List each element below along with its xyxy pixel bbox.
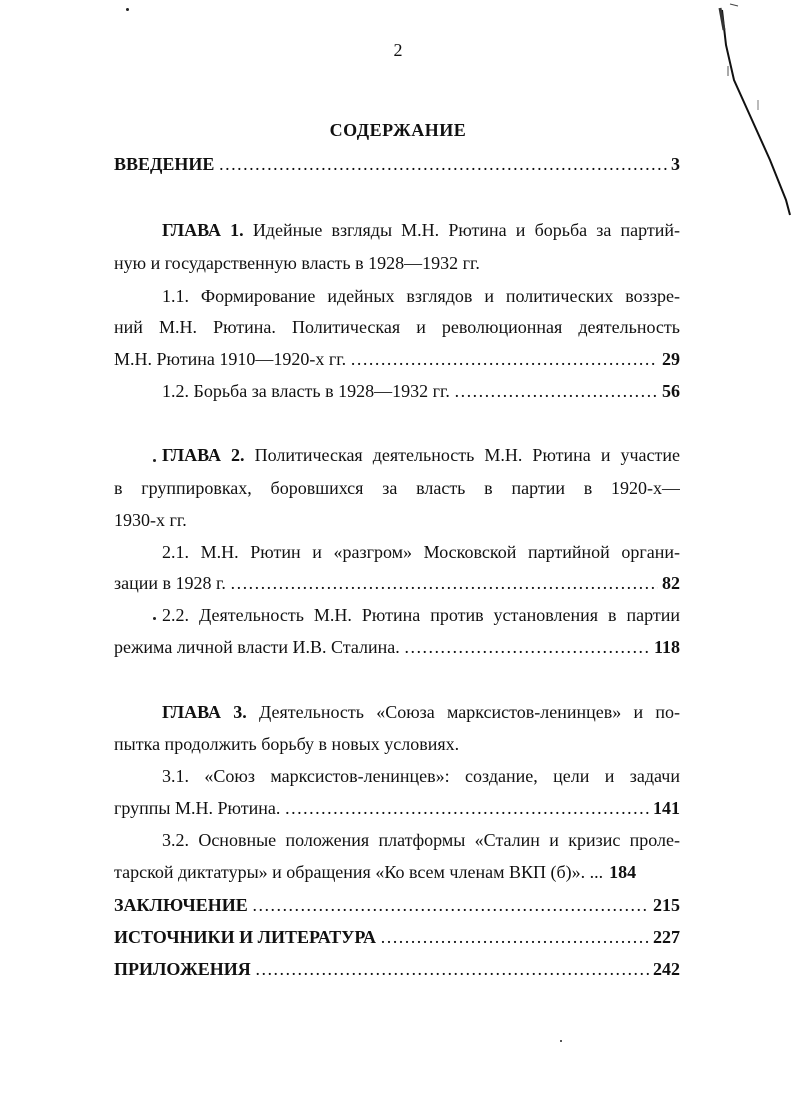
toc-label: ИСТОЧНИКИ И ЛИТЕРАТУРА — [114, 927, 377, 947]
toc-entry-2-1 — [114, 572, 680, 594]
scan-speck — [153, 617, 156, 620]
toc-entry-intro — [114, 153, 680, 175]
leader-dots — [380, 926, 649, 948]
chapter-title-line: Идейные взгляды М.Н. Рютина и борьба за партий- — [252, 220, 680, 240]
chapter-title-line: пытка продолжить борьбу в новых условиях. — [114, 734, 460, 754]
toc-page: 227 — [653, 927, 680, 947]
toc-page: 29 — [662, 349, 680, 369]
section-1-1-line: 1.1. Формирование идейных взглядов и политических воззре- — [162, 286, 680, 306]
chapter-title-line: Деятельность «Союза марксистов-ленинцев» и по- — [259, 702, 680, 722]
toc-entry-appendix — [114, 958, 680, 980]
section-3-1-line: 3.1. «Союз марксистов-ленинцев»: создание, цели и задачи — [162, 766, 680, 786]
toc-page: 184 — [609, 862, 637, 882]
toc-label: режима личной власти И.В. Сталина. — [114, 637, 400, 657]
scan-speck — [560, 1040, 562, 1042]
toc-page: 242 — [653, 959, 680, 979]
leader-dots — [404, 636, 650, 658]
toc-page: 215 — [653, 895, 680, 915]
toc-entry-sources — [114, 926, 680, 948]
chapter-title-line: ную и государственную власть в 1928—1932 гг. — [114, 253, 480, 273]
toc-entry-1-1 — [114, 348, 680, 370]
section-1-1-line: ний М.Н. Рютина. Политическая и революционная деятельность — [114, 317, 680, 337]
toc-page: 141 — [653, 798, 680, 818]
toc-label: тарской диктатуры» и обращения «Ко всем членам ВКП (б)». ... — [114, 862, 604, 882]
toc-label: ЗАКЛЮЧЕНИЕ — [114, 895, 248, 915]
leader-dots — [252, 894, 649, 916]
chapter-title-line: в группировках, боровшихся за власть в партии в 1920-х— — [114, 478, 680, 498]
chapter-title-line: Политическая деятельность М.Н. Рютина и участие — [254, 445, 680, 465]
leader-dots — [230, 572, 658, 594]
section-3-2-line: 3.2. Основные положения платформы «Сталин и кризис проле- — [162, 830, 680, 850]
leader-dots — [255, 958, 649, 980]
chapter-2-heading — [162, 444, 680, 466]
scan-speck — [126, 8, 129, 11]
chapter-label: ГЛАВА 3. — [162, 702, 247, 722]
toc-page: 3 — [671, 154, 680, 174]
chapter-label: ГЛАВА 2. — [162, 445, 245, 465]
toc-page: 82 — [662, 573, 680, 593]
toc-entry-1-2 — [162, 380, 680, 402]
scan-speck — [153, 459, 156, 462]
toc-entry-conclusion — [114, 894, 680, 916]
page-number: 2 — [393, 40, 403, 60]
toc-entry-2-2 — [114, 636, 680, 658]
chapter-title-line: 1930-х гг. — [114, 510, 187, 530]
toc-label: группы М.Н. Рютина. — [114, 798, 281, 818]
toc-label: 1.2. Борьба за власть в 1928—1932 гг. — [162, 381, 450, 401]
toc-page: 118 — [653, 637, 680, 657]
toc-label: зации в 1928 г. — [114, 573, 226, 593]
leader-dots — [454, 380, 658, 402]
page-title: СОДЕРЖАНИЕ — [329, 120, 467, 140]
leader-dots — [350, 348, 658, 370]
chapter-3-heading — [162, 701, 680, 723]
chapter-1-heading — [162, 219, 680, 241]
toc-entry-3-2 — [114, 861, 680, 883]
toc-page: 56 — [662, 381, 680, 401]
chapter-label: ГЛАВА 1. — [162, 220, 244, 240]
leader-dots — [284, 797, 649, 819]
toc-label: ВВЕДЕНИЕ — [114, 154, 215, 174]
toc-label: ПРИЛОЖЕНИЯ — [114, 959, 251, 979]
toc-entry-3-1 — [114, 797, 680, 819]
scan-edge-artifact — [700, 0, 796, 230]
leader-dots — [218, 153, 667, 175]
section-2-1-line: 2.1. М.Н. Рютин и «разгром» Московской партийной органи- — [162, 542, 680, 562]
toc-label: М.Н. Рютина 1910—1920-х гг. — [114, 349, 347, 369]
section-2-2-line: 2.2. Деятельность М.Н. Рютина против установления в партии — [162, 605, 680, 625]
